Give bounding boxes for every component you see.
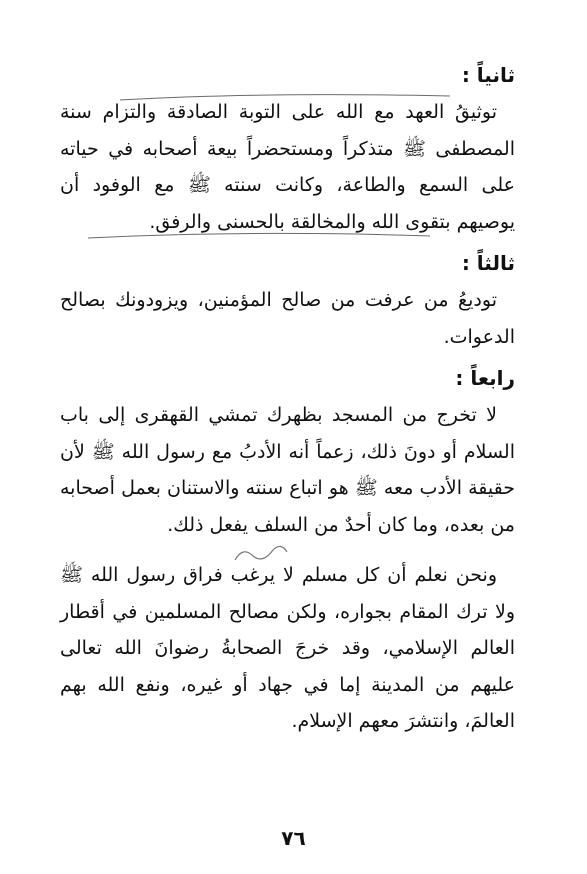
section-heading-fourth: رابعاً :: [455, 366, 515, 390]
paragraph-fourth-1: لا تخرج من المسجد بظهرك تمشي القهقرى إلى باب السلام أو دونَ ذلك، زعماً أنه الأدبُ مع رسول الله ﷺ لأن حقيقة الأدب معه ﷺ هو اتباع سنته والاستنان بعمل أصحابه من بعده، وما كان أحدٌ من السلف يفعل ذلك.: [60, 404, 515, 536]
page-number: ٧٦: [281, 826, 306, 850]
paragraph-second-1: توثيقُ العهد مع الله على التوبة الصادقة والتزام سنة المصطفى ﷺ متذكراً ومستحضراً بيعة أصحابه في حياته على السمع والطاعة، وكانت سنته ﷺ مع الوفود أن يوصيهم بتقوى الله والمخالقة بالحسنى والرفق.: [60, 101, 515, 233]
section-heading-second: ثانياً :: [461, 63, 515, 87]
paragraph-fourth-2: ونحن نعلم أن كل مسلم لا يرغب فراق رسول الله ﷺ ولا ترك المقام بجواره، ولكن مصالح المسلمين في أقطار العالم الإسلامي، وقد خرجَ الصحابةُ رضوانَ الله تعالى عليهم من المدينة إما في جهاد أو غيره، ونفع الله بهم العالمَ، وانتشرَ معهم الإسلام.: [60, 564, 515, 732]
paragraph-third-1: توديعُ من عرفت من صالح المؤمنين، ويزودونك بصالح الدعوات.: [60, 289, 515, 348]
page-body: [60, 56, 515, 740]
spacer: [60, 543, 515, 557]
section-heading-third: ثالثاً :: [461, 251, 515, 275]
